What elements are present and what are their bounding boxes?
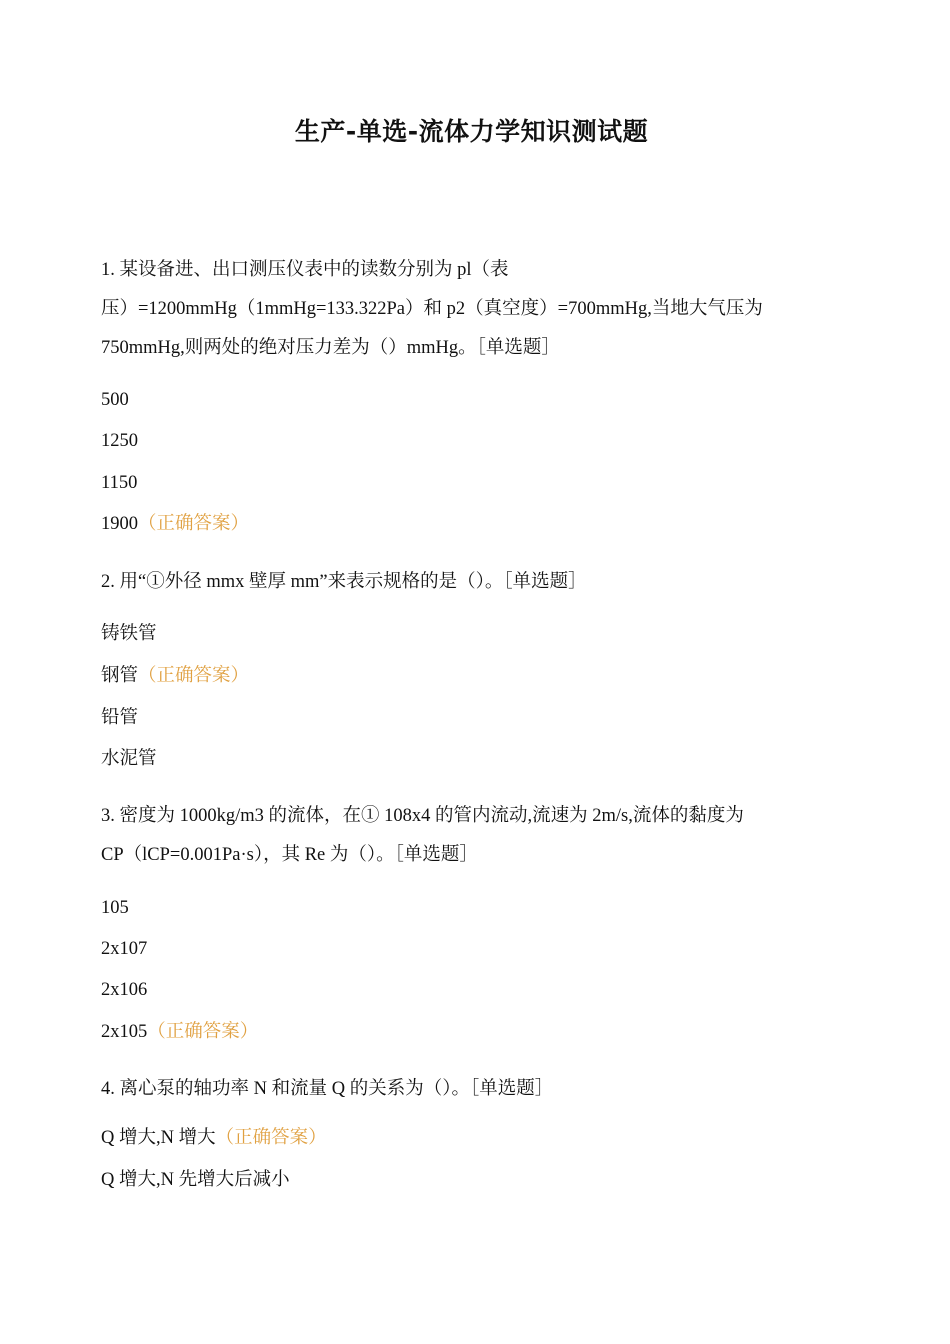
correct-answer-mark: （正确答案）	[138, 666, 250, 686]
question-2-option-c: 铅管	[101, 708, 139, 728]
question-1-option-c: 1150	[101, 473, 138, 493]
question-2	[101, 563, 801, 602]
question-3-option-c: 2x106	[101, 980, 148, 1000]
question-3-line-2: CP（lCP=0.001Pa·s），其 Re 为（）。［单选题］	[101, 845, 478, 865]
question-1	[101, 251, 801, 368]
question-3-option-b: 2x107	[101, 939, 148, 959]
question-2-option-d: 水泥管	[101, 749, 157, 769]
question-1-line-1: 1. 某设备进、出口测压仪表中的读数分别为 pl（表	[101, 260, 509, 280]
correct-answer-mark: （正确答案）	[138, 514, 250, 534]
correct-answer-mark: （正确答案）	[215, 1128, 327, 1148]
question-4-line-1: 4. 离心泵的轴功率 N 和流量 Q 的关系为（）。［单选题］	[101, 1079, 554, 1099]
question-3	[101, 797, 801, 875]
question-4-option-b: Q 增大,N 先增大后减小	[101, 1170, 290, 1190]
question-1-line-2: 压）=1200mmHg（1mmHg=133.322Pa）和 p2（真空度）=700mmHg,当地大气压为	[101, 299, 763, 319]
question-4	[101, 1070, 801, 1109]
question-3-option-a: 105	[101, 898, 129, 918]
question-1-option-d: 1900（正确答案）	[101, 514, 250, 534]
question-3-line-1: 3. 密度为 1000kg/m3 的流体，在① 108x4 的管内流动,流速为 2m/s,流体的黏度为	[101, 806, 744, 826]
page-title: 生产-单选-流体力学知识测试题	[294, 117, 649, 146]
correct-answer-mark: （正确答案）	[147, 1022, 259, 1042]
question-1-option-a: 500	[101, 390, 129, 410]
question-2-line-1: 2. 用“①外径 mmx 壁厚 mm”来表示规格的是（）。［单选题］	[101, 572, 587, 592]
question-3-option-d: 2x105（正确答案）	[101, 1022, 259, 1042]
question-2-option-b: 钢管（正确答案）	[101, 666, 250, 686]
question-4-option-a: Q 增大,N 增大（正确答案）	[101, 1128, 327, 1148]
question-1-line-3: 750mmHg,则两处的绝对压力差为（）mmHg。［单选题］	[101, 338, 560, 358]
question-2-option-a: 铸铁管	[101, 624, 157, 644]
question-1-option-b: 1250	[101, 431, 138, 451]
